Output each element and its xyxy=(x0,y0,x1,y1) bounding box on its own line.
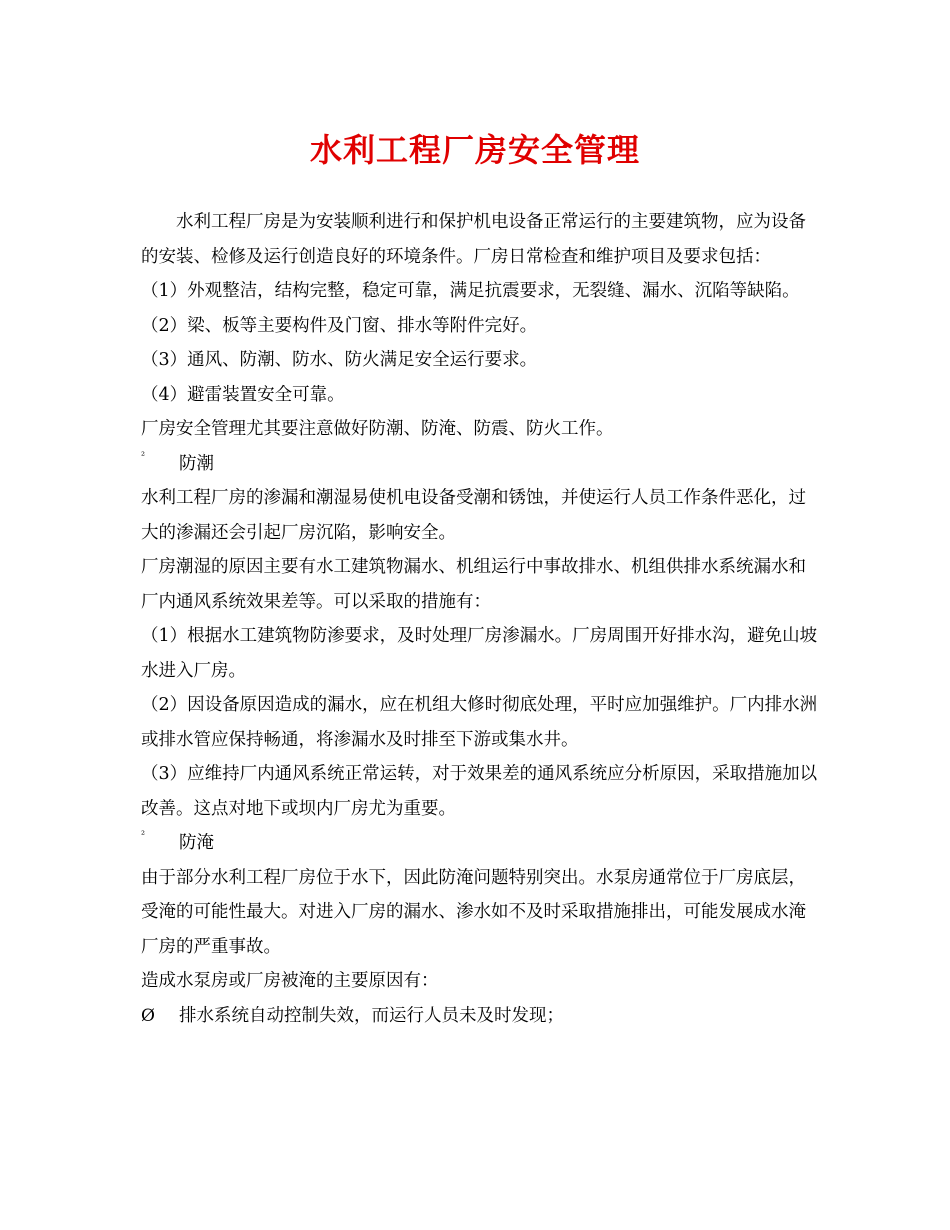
document-body xyxy=(141,205,821,1033)
body-paragraph: 造成水泵房或厂房被淹的主要原因有： xyxy=(141,971,439,991)
section-heading-moisture xyxy=(141,447,821,482)
list-item: （3）应维持厂内通风系统正常运转，对于效果差的通风系统应分析原因，采取措施加以改善。这点对地下或坝内厂房尤为重要。 xyxy=(141,764,818,819)
list-item: （1）根据水工建筑物防渗要求，及时处理厂房渗漏水。厂房周围开好排水沟，避免山坡水进入厂房。 xyxy=(141,626,818,681)
intro-paragraph: 水利工程厂房是为安装顺利进行和保护机电设备正常运行的主要建筑物，应为设备的安装、检修及运行创造良好的环境条件。厂房日常检查和维护项目及要求包括： xyxy=(141,212,806,267)
body-paragraph: 水利工程厂房的渗漏和潮湿易使机电设备受潮和锈蚀，并使运行人员工作条件恶化，过大的渗漏还会引起厂房沉陷，影响安全。 xyxy=(141,488,806,543)
section-heading-text: 防淹 xyxy=(179,833,214,853)
section-heading-flood xyxy=(141,826,821,861)
list-item: （1）外观整洁，结构完整，稳定可靠，满足抗震要求，无裂缝、漏水、沉陷等缺陷。 xyxy=(141,281,800,301)
list-item: （3）通风、防潮、防水、防火满足安全运行要求。 xyxy=(141,350,538,370)
summary-paragraph: 厂房安全管理尤其要注意做好防潮、防淹、防震、防火工作。 xyxy=(141,419,614,439)
bullet-marker: ² xyxy=(141,830,146,841)
body-paragraph: 由于部分水利工程厂房位于水下，因此防淹问题特别突出。水泵房通常位于厂房底层，受淹的可能性最大。对进入厂房的漏水、渗水如不及时采取措施排出，可能发展成水淹厂房的严重事故。 xyxy=(141,867,806,957)
bullet-marker: ² xyxy=(141,450,146,462)
bullet-marker: Ø xyxy=(141,1005,155,1026)
body-paragraph: 厂房潮湿的原因主要有水工建筑物漏水、机组运行中事故排水、机组供排水系统漏水和厂内通风系统效果差等。可以采取的措施有： xyxy=(141,557,806,612)
list-item: （4）避雷装置安全可靠。 xyxy=(141,384,345,405)
list-item xyxy=(141,999,821,1034)
list-item-text: 排水系统自动控制失效，而运行人员未及时发现； xyxy=(179,1005,564,1026)
document-title: 水利工程厂房安全管理 xyxy=(309,131,640,169)
list-item: （2）梁、板等主要构件及门窗、排水等附件完好。 xyxy=(141,315,538,336)
list-item: （2）因设备原因造成的漏水，应在机组大修时彻底处理，平时应加强维护。厂内排水洲或排水管应保持畅通，将渗漏水及时排至下游或集水井。 xyxy=(141,695,818,750)
section-heading-text: 防潮 xyxy=(179,453,214,474)
